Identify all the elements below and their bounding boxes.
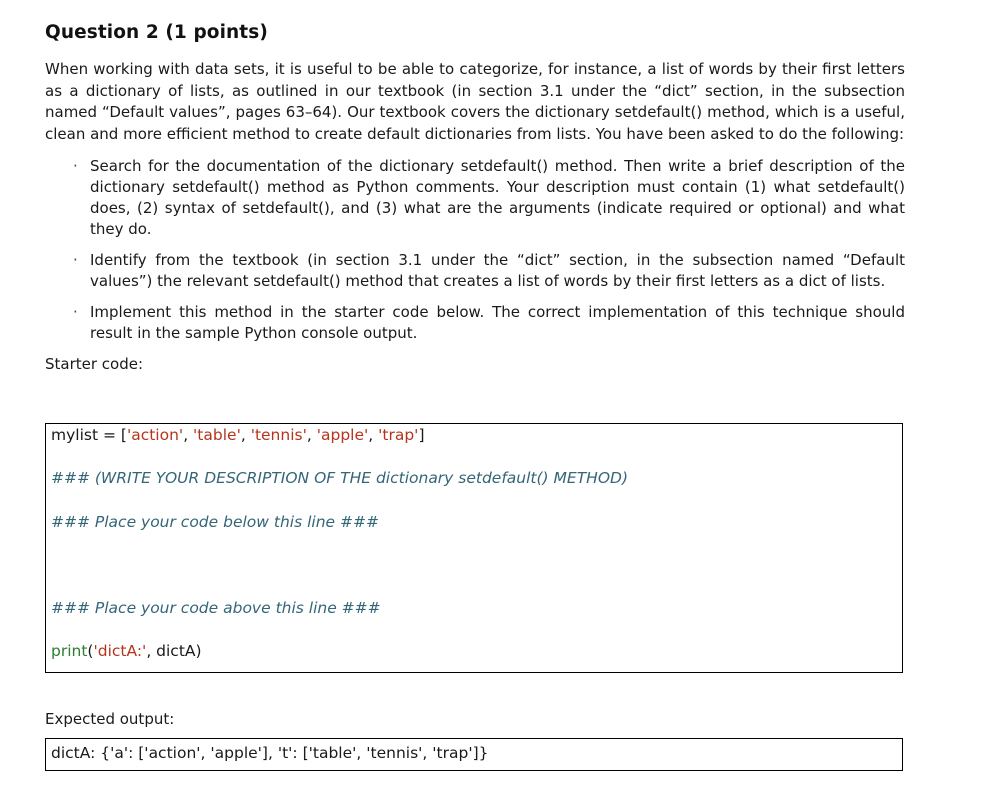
list-item-string: 'action' [126,426,184,444]
instruction-text: Search for the documentation of the dictionary setdefault() method. Then write a brief description of the dictionary setdefault() method as Python comments. Your description must contain (1) what setdefault() does, (2) syntax of setdefault(), and (3) what are the arguments (indicate required or optional) and what they do. [90,157,905,238]
instruction-text: Implement this method in the starter code below. The correct implementation of this technique should result in the sample Python console output. [90,303,905,342]
code-comment-description: ### (WRITE YOUR DESCRIPTION OF THE dictionary setdefault() METHOD) [51,469,629,487]
print-open-paren: ( [87,642,94,660]
print-string: 'dictA:' [93,642,147,660]
question-container [45,18,905,375]
expected-output-label: Expected output: [45,710,175,728]
print-args: , dictA) [146,642,202,660]
list-item-string: 'table' [193,426,241,444]
expected-output-box [45,738,903,771]
list-item-string: 'trap' [378,426,419,444]
instruction-item [45,156,905,240]
instruction-text: Identify from the textbook (in section 3.1 under the “dict” section, in the subsection named “Default values”) the relevant setdefault() method that creates a list of words by their first letters as a dict of lists. [90,251,905,290]
list-close-bracket: ] [418,426,425,444]
bullet-icon: · [73,157,78,175]
list-item-string: 'apple' [316,426,369,444]
expected-output-text: dictA: {'a': ['action', 'apple'], 't': ['table', 'tennis', 'trap']} [51,744,489,762]
question-title: Question 2 (1 points) [45,22,268,43]
bullet-icon: · [73,251,78,269]
instruction-item [45,302,905,344]
list-item-string: 'tennis' [250,426,307,444]
list-separator: , [240,426,251,444]
bullet-icon: · [73,303,78,321]
question-intro: When working with data sets, it is useful to be able to categorize, for instance, a list of words by their first letters as a dictionary of lists, as outlined in our textbook (in section 3.1 under the “dict” section, in the subsection named “Default values”, pages 63–64). Our textbook covers the dictionary setdefault() method, which is a useful, clean and more efficient method to create default dictionaries from lists. You have been asked to do the following: [45,60,905,143]
list-separator: , [368,426,379,444]
code-line-print [51,642,202,660]
instruction-list [45,156,905,344]
code-line-mylist [51,426,425,444]
code-comment-below: ### Place your code below this line ### [51,513,379,531]
starter-code-label: Starter code: [45,355,144,373]
list-open-bracket: [ [120,426,127,444]
list-separator: , [306,426,317,444]
starter-code-box[interactable] [45,423,903,673]
assign-operator: = [98,426,121,444]
variable-name: mylist [51,426,99,444]
instruction-item [45,250,905,292]
list-separator: , [183,426,194,444]
print-function: print [51,642,88,660]
code-comment-above: ### Place your code above this line ### [51,599,381,617]
